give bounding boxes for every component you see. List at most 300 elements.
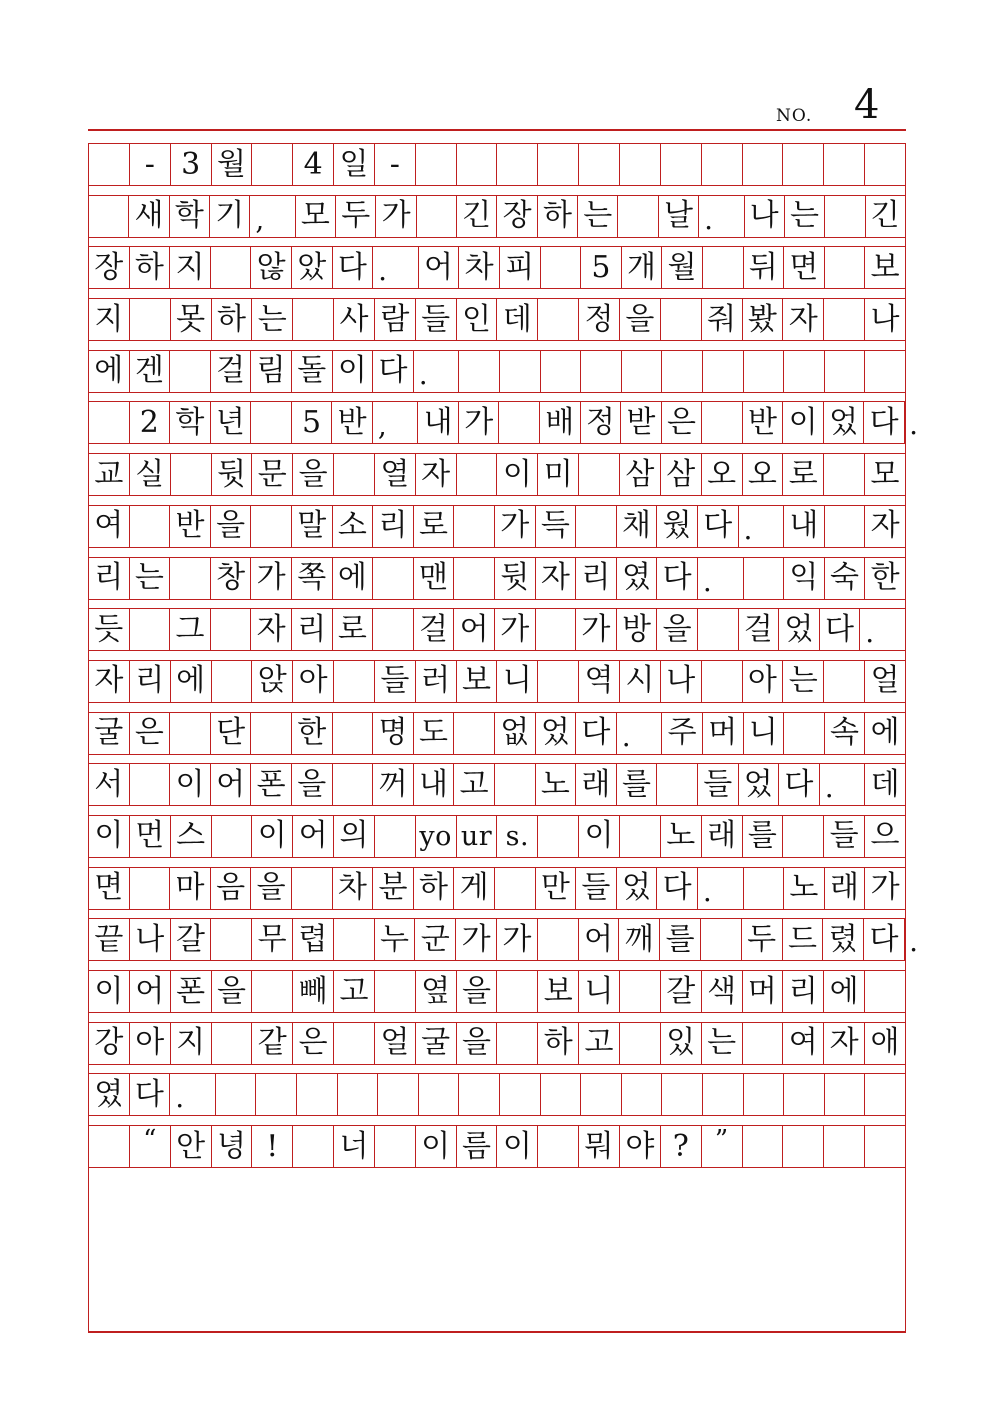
grid-cell: 은 [130,713,171,754]
grid-cell: 리 [373,506,414,547]
grid-cell: 하 [538,196,578,237]
grid-cell: 을 [620,299,661,340]
grid-cell: 어 [454,609,495,650]
grid-cell [170,558,211,599]
grid-cell [622,351,663,392]
grid-cell: 다 [373,351,414,392]
grid-cell: 여 [783,1023,824,1064]
grid-cell: 얼 [870,663,900,699]
grid-cell: 람 [375,299,416,340]
grid-cell: 하 [538,1023,579,1064]
grid-cell: 래 [825,868,866,909]
grid-cell: 4 [293,144,334,185]
grid-cell [375,816,416,857]
grid-cell: ? [661,1126,702,1167]
grid-cell [416,144,457,185]
grid-cell: 보 [457,661,498,702]
grid-cell: 노 [661,816,702,857]
grid-cell: 니 [744,713,785,754]
grid-cell: , [250,196,295,237]
grid-row [89,815,905,858]
grid-row [89,918,918,961]
grid-cell [701,919,742,960]
grid-cell [702,144,743,185]
grid-cell [783,816,824,857]
grid-cell: 5 [292,402,333,443]
grid-cell: 들 [824,816,865,857]
grid-cell: 배 [540,402,581,443]
grid-cell: 새 [129,196,169,237]
grid-cell: 리 [130,661,171,702]
grid-cell [620,971,661,1012]
grid-cell [454,506,495,547]
grid-cell: 자 [251,609,292,650]
grid-cell [459,351,500,392]
grid-cell: 았 [292,247,333,288]
grid-cell [89,144,130,185]
grid-cell: 을 [457,1023,498,1064]
grid-cell [500,351,541,392]
grid-cell: 여 [89,506,130,547]
grid-cell: 않 [251,247,292,288]
grid-cell [702,402,743,443]
grid-cell [662,1074,703,1115]
grid-cell: 있 [661,1023,702,1064]
grid-cell: 오 [743,454,784,495]
grid-row [89,660,905,703]
grid-cell: 어 [419,247,460,288]
grid-cell [538,816,579,857]
grid-cell [497,1023,538,1064]
grid-row [89,1125,905,1168]
grid-cell [865,351,905,392]
grid-cell: 가 [456,919,497,960]
grid-cell: 내 [784,506,825,547]
grid-cell: 먼 [130,816,171,857]
grid-cell [825,1074,866,1115]
grid-cell: 었 [617,868,658,909]
grid-cell [622,1074,663,1115]
grid-cell [211,247,252,288]
grid-cell: 자 [824,1023,865,1064]
grid-cell [378,1074,419,1115]
grid-cell: 듯 [89,609,130,650]
grid-cell: 굴 [416,1023,457,1064]
grid-cell: 끝 [89,919,130,960]
grid-cell: 니 [579,971,620,1012]
grid-cell [538,1126,579,1167]
grid-cell [375,971,416,1012]
grid-cell: 안 [171,1126,212,1167]
grid-cell: 채 [617,506,658,547]
grid-cell [256,1074,297,1115]
grid-cell [865,144,905,185]
grid-cell [89,402,130,443]
grid-cell [541,1074,582,1115]
grid-cell: 받 [621,402,662,443]
grid-cell: 앉 [252,661,293,702]
grid-cell: 데 [497,299,538,340]
grid-cell: 뒤 [744,247,785,288]
grid-cell: 리 [576,558,617,599]
grid-cell: 교 [89,454,130,495]
grid-cell: 을 [457,971,498,1012]
grid-cell: - [130,144,171,185]
grid-cell: 뭐 [579,1126,620,1167]
grid-cell: 들 [375,661,416,702]
grid-cell: 5 [581,247,622,288]
grid-cell: 는 [783,661,824,702]
grid-cell: 었 [824,402,865,443]
grid-cell [661,144,702,185]
grid-cell: - [375,144,416,185]
grid-cell: 년 [211,402,252,443]
grid-cell [297,1074,338,1115]
grid-cell [538,299,579,340]
grid-cell: 기 [210,196,250,237]
grid-cell: 이 [497,454,538,495]
grid-cell: 들 [698,764,739,805]
grid-cell: 돌 [292,351,333,392]
grid-cell: 모 [870,456,900,492]
grid-cell: 을 [211,506,252,547]
grid-cell: 내 [414,764,455,805]
grid-cell: 장 [89,247,130,288]
grid-cell [538,661,579,702]
grid-cell: 깨 [619,919,660,960]
grid-cell [334,454,375,495]
grid-cell: . [414,351,460,392]
grid-cell: 서 [89,764,130,805]
grid-cell [744,558,785,599]
grid-cell: 노 [784,868,825,909]
grid-cell: 색 [702,971,743,1012]
grid-cell: 방 [617,609,658,650]
grid-row [89,143,905,186]
grid-cell [292,868,333,909]
grid-cell: 는 [702,1023,743,1064]
grid-cell: 다 [864,919,905,960]
grid-cell: . [739,506,785,547]
grid-cell [212,1023,253,1064]
grid-cell: 반 [170,506,211,547]
grid-cell: 자 [89,661,130,702]
grid-cell [252,144,293,185]
grid-cell: 옆 [416,971,457,1012]
grid-cell: 나 [661,661,702,702]
grid-cell [743,1126,784,1167]
grid-cell [499,402,540,443]
grid-cell: 장 [497,196,537,237]
grid-cell: 폰 [171,971,212,1012]
grid-cell: 을 [292,764,333,805]
grid-cell: 을 [293,454,334,495]
grid-cell: 3 [171,144,212,185]
grid-cell [457,454,498,495]
grid-cell: 고 [334,971,375,1012]
grid-cell: 반 [743,402,784,443]
grid-cell [130,299,171,340]
grid-cell: 고 [579,1023,620,1064]
grid-cell [417,196,457,237]
grid-cell: ur [457,816,498,857]
grid-cell: 가 [459,402,500,443]
grid-cell: 지 [170,247,211,288]
grid-cell [251,402,292,443]
grid-cell: 쪽 [292,558,333,599]
grid-cell: 겐 [130,351,171,392]
grid-cell: 다 [657,868,698,909]
grid-cell: 이 [497,1126,538,1167]
grid-cell [783,1126,824,1167]
grid-cell: 니 [497,661,538,702]
grid-cell: 학 [170,402,211,443]
grid-cell: 못 [171,299,212,340]
grid-cell: . [373,247,419,288]
grid-cell: 문 [252,454,293,495]
grid-cell: 걸 [414,609,455,650]
grid-row [89,1073,905,1116]
grid-cell: 다 [864,402,905,443]
grid-cell [333,764,374,805]
grid-cell [500,1074,541,1115]
grid-cell: 정 [579,299,620,340]
grid-cell [744,1074,785,1115]
grid-cell [783,144,824,185]
grid-cell: 맨 [414,558,455,599]
grid-cell: . [170,1074,216,1115]
grid-cell: 삼 [620,454,661,495]
grid-cell: 다 [698,506,739,547]
grid-cell: 에 [333,558,374,599]
grid-cell: 리 [292,609,333,650]
grid-cell: 는 [578,196,618,237]
grid-cell: 한 [870,560,900,595]
grid-cell: 무 [252,919,293,960]
grid-cell: 래 [576,764,617,805]
grid-cell [541,247,582,288]
grid-cell: 로 [333,609,374,650]
grid-cell [293,299,334,340]
grid-cell [703,1074,744,1115]
grid-cell: 렸 [823,919,864,960]
grid-cell: 어 [130,971,171,1012]
overflow-period: . [909,925,918,959]
grid-row [89,401,918,444]
grid-cell [703,247,744,288]
grid-cell: 도 [414,713,455,754]
grid-cell: 다 [130,1074,171,1115]
grid-cell: 숙 [825,558,866,599]
grid-cell: 내 [418,402,459,443]
grid-cell: 득 [536,506,577,547]
grid-cell: 역 [579,661,620,702]
grid-cell [89,1126,130,1167]
grid-cell: 어 [211,764,252,805]
grid-cell [130,609,171,650]
grid-cell [212,816,253,857]
grid-cell: . [698,558,744,599]
grid-cell: 피 [500,247,541,288]
grid-cell: 자 [783,299,824,340]
grid-cell [457,144,498,185]
grid-cell [743,144,784,185]
grid-cell [211,609,252,650]
grid-cell [824,1126,865,1167]
grid-cell [865,1126,905,1167]
grid-cell: 이 [89,816,130,857]
grid-cell: 의 [334,816,375,857]
grid-row [89,505,905,548]
grid-cell: . [865,616,875,650]
grid-cell: 아 [130,1023,171,1064]
page-number: 4 [854,82,880,128]
grid-cell: 뒷 [212,454,253,495]
grid-cell: 그 [170,609,211,650]
grid-cell: 월 [662,247,703,288]
grid-cell [825,196,865,237]
grid-cell: 한 [292,713,333,754]
grid-cell: 들 [576,868,617,909]
grid-cell [784,1074,825,1115]
grid-cell [495,764,536,805]
grid-cell: 지 [171,1023,212,1064]
grid-cell: 름 [457,1126,498,1167]
grid-cell: 리 [783,971,824,1012]
grid-cell: 아 [293,661,334,702]
grid-cell [579,454,620,495]
grid-cell: 였 [89,1074,130,1115]
grid-cell: 긴 [870,198,900,234]
grid-cell: 보 [870,249,900,285]
grid-cell [373,609,414,650]
grid-cell: 어 [293,816,334,857]
grid-cell [865,971,905,1012]
grid-cell: 일 [334,144,375,185]
grid-cell: 면 [89,868,130,909]
grid-row [89,712,905,755]
grid-cell: 드 [783,919,824,960]
grid-cell: 실 [130,454,171,495]
grid-cell [620,144,661,185]
grid-cell: 자 [416,454,457,495]
grid-cell: 를 [660,919,701,960]
grid-cell: 다 [657,558,698,599]
grid-cell: 머 [703,713,744,754]
grid-cell: 자 [536,558,577,599]
grid-cell [251,713,292,754]
grid-cell: 열 [375,454,416,495]
grid-cell [216,1074,257,1115]
grid-cell [130,868,171,909]
grid-cell: 주 [662,713,703,754]
grid-cell: 미 [538,454,579,495]
grid-cell [620,1023,661,1064]
grid-cell: 들 [416,299,457,340]
grid-cell [170,351,211,392]
grid-row [89,453,905,496]
grid-cell: 아 [743,661,784,702]
grid-cell: 봤 [743,299,784,340]
grid-cell: 얼 [375,1023,416,1064]
grid-cell [824,661,865,702]
grid-cell [454,713,495,754]
grid-row [89,298,905,341]
grid-cell: 면 [784,247,825,288]
grid-cell: 는 [130,558,171,599]
grid-cell: 이 [333,351,374,392]
grid-row [89,970,905,1013]
grid-cell [744,868,785,909]
grid-cell [89,196,129,237]
grid-cell: 어 [579,919,620,960]
grid-cell [744,351,785,392]
grid-cell: , [373,402,419,443]
grid-cell: 개 [622,247,663,288]
grid-cell [538,144,579,185]
grid-cell [252,971,293,1012]
grid-cell: 림 [251,351,292,392]
grid-cell: 갈 [171,919,212,960]
grid-cell: 리 [89,558,130,599]
grid-row [89,608,905,651]
grid-cell: 다 [576,713,617,754]
grid-cell: 시 [620,661,661,702]
grid-row [89,350,905,393]
grid-cell: 에 [171,661,212,702]
grid-cell [459,1074,500,1115]
grid-cell: 을 [212,971,253,1012]
grid-cell: 반 [332,402,373,443]
grid-cell [212,661,253,702]
grid-cell [171,454,212,495]
grid-cell: 를 [743,816,784,857]
grid-cell [618,196,658,237]
grid-row [89,557,905,600]
grid-cell: 가 [497,919,538,960]
grid-cell: 익 [784,558,825,599]
grid-cell: . [699,196,744,237]
grid-cell: 차 [459,247,500,288]
grid-cell: 자 [870,508,900,544]
grid-cell: 분 [373,868,414,909]
grid-cell: 는 [252,299,293,340]
grid-cell: 강 [89,1023,130,1064]
grid-cell: 애 [870,1025,900,1061]
grid-cell: 두 [336,196,376,237]
grid-cell: 하 [130,247,171,288]
grid-cell: 같 [252,1023,293,1064]
grid-cell [824,454,865,495]
grid-cell: 래 [702,816,743,857]
grid-cell: 에 [824,971,865,1012]
grid-cell: . [820,764,866,805]
grid-row [89,1022,905,1065]
grid-cell [497,971,538,1012]
grid-cell [661,299,702,340]
grid-cell: 인 [457,299,498,340]
grid-cell: 을 [657,609,698,650]
grid-cell: 줘 [702,299,743,340]
grid-cell: yo [416,816,457,857]
grid-cell: 머 [743,971,784,1012]
grid-cell: 정 [581,402,622,443]
grid-cell: 하 [212,299,253,340]
grid-cell [825,351,866,392]
grid-cell: 속 [825,713,866,754]
grid-cell: 다 [779,764,820,805]
grid-cell: 걸 [211,351,252,392]
